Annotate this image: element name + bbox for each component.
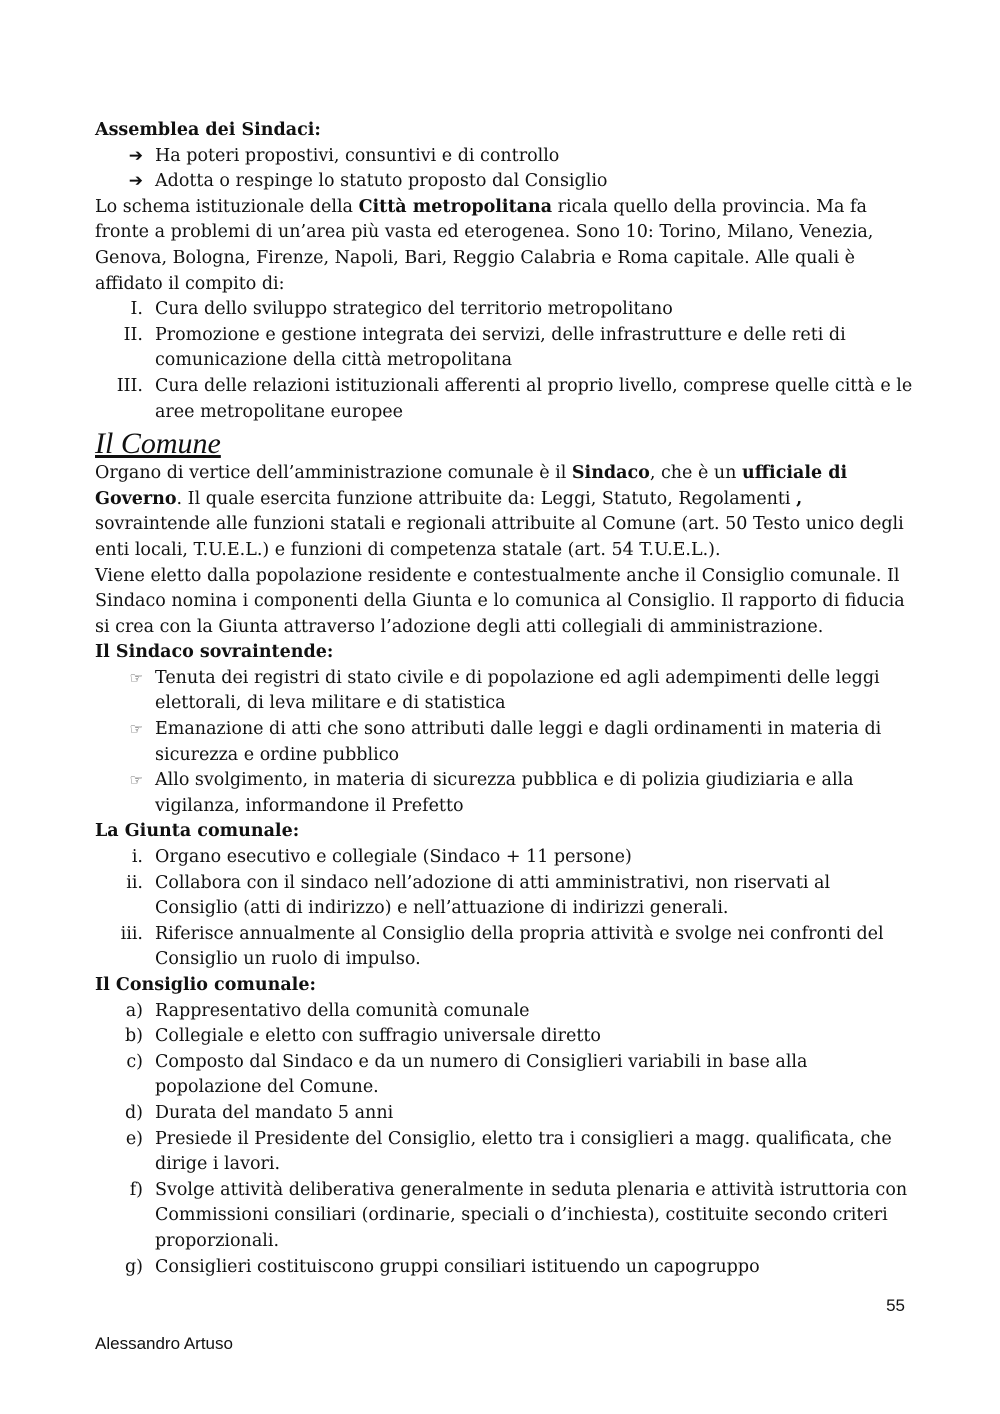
list-item: d) Durata del mandato 5 anni bbox=[95, 1101, 915, 1127]
list-item: iii. Riferisce annualmente al Consiglio della propria attività e svolge nei confronti del Consiglio un ruolo di impulso. bbox=[95, 922, 915, 973]
page-number: 55 bbox=[886, 1296, 905, 1315]
comune-paragraph-2: Viene eletto dalla popolazione residente e contestualmente anche il Consiglio comunale. Il Sindaco nomina i componenti della Giunta e lo comunica al Consiglio. Il rapporto di fiducia si crea con la Giunta attraverso l’adozione degli atti collegiali di amministrazione. bbox=[95, 565, 905, 637]
giunta-heading: La Giunta comunale: bbox=[95, 821, 300, 842]
list-item: c) Composto dal Sindaco e da un numero di Consiglieri variabili in base alla popolazione del Comune. bbox=[95, 1050, 915, 1101]
list-item: I. Cura dello sviluppo strategico del territorio metropolitano bbox=[95, 297, 915, 323]
list-marker: f) bbox=[129, 1179, 143, 1200]
list-item: ii. Collabora con il sindaco nell’adozione di atti amministrativi, non riservati al Consiglio (atti di indirizzo) e nell’attuazione di indirizzi generali. bbox=[95, 871, 915, 922]
comune-title: Il Comune bbox=[95, 427, 221, 461]
list-item: a) Rappresentativo della comunità comunale bbox=[95, 999, 915, 1025]
right-arrow-icon: ➔ bbox=[128, 145, 143, 166]
list-item: ☞ Emanazione di atti che sono attributi dalle leggi e dagli ordinamenti in materia di sicurezza e ordine pubblico bbox=[95, 717, 915, 768]
sindaco-list bbox=[95, 666, 915, 820]
footer-author: Alessandro Artuso bbox=[95, 1334, 233, 1353]
list-marker: c) bbox=[126, 1051, 143, 1072]
giunta-list bbox=[95, 845, 915, 973]
list-marker: ii. bbox=[126, 872, 143, 893]
list-marker: e) bbox=[125, 1128, 143, 1149]
list-marker: iii. bbox=[120, 923, 143, 944]
right-arrow-icon: ➔ bbox=[128, 171, 143, 192]
list-item: II. Promozione e gestione integrata dei servizi, delle infrastrutture e delle reti di comunicazione della città metropolitana bbox=[95, 323, 915, 374]
pointing-hand-icon: ☞ bbox=[129, 668, 143, 687]
list-marker: II. bbox=[123, 324, 143, 345]
list-marker: g) bbox=[124, 1256, 143, 1277]
roman-list bbox=[95, 297, 915, 425]
list-item: ☞ Allo svolgimento, in materia di sicurezza pubblica e di polizia giudiziaria e alla vigilanza, informandone il Prefetto bbox=[95, 768, 915, 819]
list-item: g) Consiglieri costituiscono gruppi consiliari istituendo un capogruppo bbox=[95, 1255, 915, 1281]
list-marker: d) bbox=[124, 1102, 143, 1123]
list-item: f) Svolge attività deliberativa generalmente in seduta plenaria e attività istruttoria con Commissioni consiliari (ordinarie, speciali o d’inchiesta), costituite secondo criteri proporzionali. bbox=[95, 1178, 915, 1255]
assemblea-heading: Assemblea dei Sindaci: bbox=[95, 120, 321, 140]
list-marker: III. bbox=[116, 375, 143, 396]
citta-metropolitana-paragraph: Lo schema istituzionale della Città metropolitana ricala quello della provincia. Ma fa fronte a problemi di un’area più vasta ed eterogenea. Sono 10: Torino, Milano, Venezia, Genova, Bologna, Firenze, Napoli, Bari, Reggio Calabria e Roma capitale. Alle quali è affidato il compito di: bbox=[95, 196, 874, 294]
list-item: i. Organo esecutivo e collegiale (Sindaco + 11 persone) bbox=[95, 845, 915, 871]
list-marker: b) bbox=[124, 1026, 143, 1047]
list-item: ➔ Ha poteri propostivi, consuntivi e di controllo bbox=[95, 144, 915, 170]
pointing-hand-icon: ☞ bbox=[129, 771, 143, 790]
list-item: III. Cura delle relazioni istituzionali afferenti al proprio livello, comprese quelle città e le aree metropolitane europee bbox=[95, 374, 915, 425]
consiglio-heading: Il Consiglio comunale: bbox=[95, 975, 316, 995]
sindaco-heading: Il Sindaco sovraintende: bbox=[95, 642, 334, 663]
list-marker: i. bbox=[131, 847, 143, 868]
list-marker: a) bbox=[125, 1000, 143, 1021]
consiglio-list bbox=[95, 999, 915, 1281]
list-marker: I. bbox=[130, 299, 143, 320]
citta-metropolitana-term: Città metropolitana bbox=[358, 196, 553, 217]
pointing-hand-icon: ☞ bbox=[129, 720, 143, 739]
comune-paragraph-1: Organo di vertice dell’amministrazione comunale è il Sindaco, che è un ufficiale di Governo. Il quale esercita funzione attribuite da: Leggi, Statuto, Regolamenti , sovraintende alle funzioni statali e regionali attribuite al Comune (art. 50 Testo unico degli enti locali, T.U.E.L.) e funzioni di competenza statale (art. 54 T.U.E.L.). bbox=[95, 463, 904, 560]
list-item: ☞ Tenuta dei registri di stato civile e di popolazione ed agli adempimenti delle leggi elettorali, di leva militare e di statistica bbox=[95, 666, 915, 717]
list-item: b) Collegiale e eletto con suffragio universale diretto bbox=[95, 1024, 915, 1050]
assemblea-bullet-list bbox=[95, 144, 915, 195]
page-content bbox=[95, 118, 915, 1280]
list-item: ➔ Adotta o respinge lo statuto proposto dal Consiglio bbox=[95, 169, 915, 195]
list-item: e) Presiede il Presidente del Consiglio, eletto tra i consiglieri a magg. qualificata, che dirige i lavori. bbox=[95, 1127, 915, 1178]
